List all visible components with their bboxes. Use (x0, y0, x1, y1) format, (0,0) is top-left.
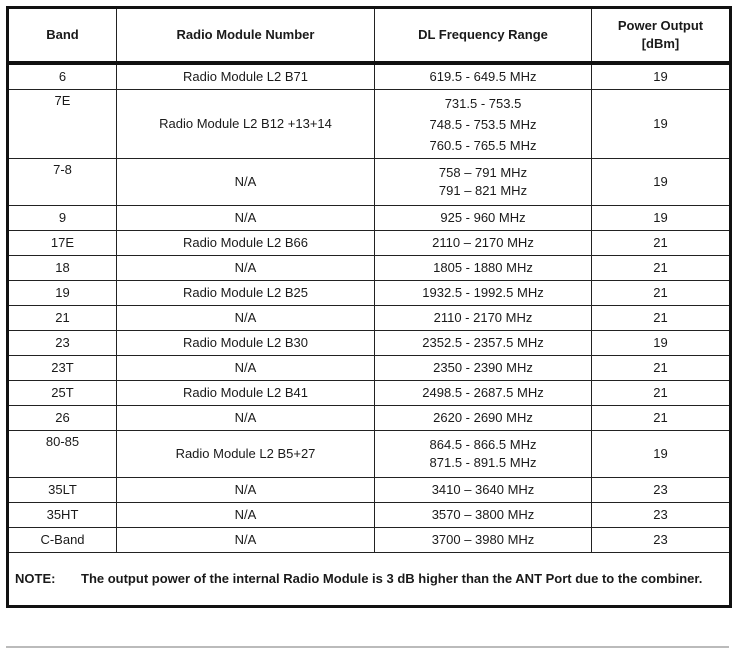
power-output-cell: 19 (592, 431, 731, 478)
dl-frequency-cell (375, 256, 592, 281)
band-cell: 80-85 (8, 431, 117, 478)
note-cell (8, 553, 731, 607)
radio-module-cell: N/A (117, 256, 375, 281)
frequency-range: 2352.5 - 2357.5 MHz (422, 335, 544, 350)
dl-frequency-cell (375, 159, 592, 206)
band-cell: 25T (8, 381, 117, 406)
radio-module-cell: N/A (117, 503, 375, 528)
frequency-range: 871.5 - 891.5 MHz (429, 455, 537, 470)
table-row (8, 528, 731, 553)
frequency-range: 1805 - 1880 MHz (433, 260, 533, 275)
dl-frequency-cell (375, 528, 592, 553)
table-row (8, 159, 731, 206)
band-cell: 17E (8, 231, 117, 256)
power-output-cell: 23 (592, 478, 731, 503)
power-output-cell: 21 (592, 231, 731, 256)
power-output-cell: 19 (592, 159, 731, 206)
dl-frequency-cell (375, 331, 592, 356)
dl-frequency-cell (375, 431, 592, 478)
note-row (8, 553, 731, 607)
power-output-cell: 21 (592, 406, 731, 431)
power-output-cell: 19 (592, 331, 731, 356)
header-power-line-2: [dBm] (641, 36, 680, 51)
dl-frequency-cell (375, 306, 592, 331)
radio-module-cell: Radio Module L2 B66 (117, 231, 375, 256)
band-table (6, 6, 732, 608)
radio-module-cell: N/A (117, 356, 375, 381)
radio-module-cell: N/A (117, 406, 375, 431)
frequency-range: 619.5 - 649.5 MHz (429, 69, 537, 84)
power-output-cell: 19 (592, 63, 731, 90)
band-cell: 7E (8, 90, 117, 159)
band-cell: 21 (8, 306, 117, 331)
frequency-range: 748.5 - 753.5 MHz (429, 116, 537, 132)
header-power-output (592, 8, 731, 64)
note-label: NOTE: (15, 571, 56, 586)
power-output-cell: 21 (592, 256, 731, 281)
band-cell: 35HT (8, 503, 117, 528)
frequency-range: 3410 – 3640 MHz (431, 482, 535, 497)
band-cell: 6 (8, 63, 117, 90)
dl-frequency-cell (375, 503, 592, 528)
frequency-range: 1932.5 - 1992.5 MHz (422, 285, 544, 300)
table-row (8, 206, 731, 231)
radio-module-cell: Radio Module L2 B5+27 (117, 431, 375, 478)
frequency-range: 2110 – 2170 MHz (432, 235, 534, 250)
dl-frequency-cell (375, 381, 592, 406)
power-output-cell: 21 (592, 306, 731, 331)
table-row (8, 381, 731, 406)
frequency-range: 2350 - 2390 MHz (433, 360, 533, 375)
table-row (8, 281, 731, 306)
table-row (8, 90, 731, 159)
power-output-cell: 23 (592, 503, 731, 528)
dl-frequency-cell (375, 281, 592, 306)
frequency-range: 2620 - 2690 MHz (433, 410, 533, 425)
band-cell: 19 (8, 281, 117, 306)
frequency-range: 864.5 - 866.5 MHz (429, 437, 537, 452)
frequency-range: 925 - 960 MHz (440, 210, 526, 225)
band-cell: 18 (8, 256, 117, 281)
table-shadow (6, 646, 729, 648)
table-row (8, 356, 731, 381)
radio-module-cell: Radio Module L2 B71 (117, 63, 375, 90)
power-output-cell: 21 (592, 381, 731, 406)
power-output-cell: 19 (592, 90, 731, 159)
table-row (8, 331, 731, 356)
header-radio-module: Radio Module Number (117, 8, 375, 64)
band-cell: 26 (8, 406, 117, 431)
frequency-range: 731.5 - 753.5 (444, 95, 522, 111)
band-cell: 23 (8, 331, 117, 356)
dl-frequency-cell (375, 231, 592, 256)
frequency-range: 2498.5 - 2687.5 MHz (422, 385, 544, 400)
header-band: Band (8, 8, 117, 64)
band-cell: 23T (8, 356, 117, 381)
band-cell: 7-8 (8, 159, 117, 206)
note-text: The output power of the internal Radio Module is 3 dB higher than the ANT Port due to the combiner. (81, 571, 703, 586)
band-table-container (6, 6, 729, 608)
frequency-range: 758 – 791 MHz (438, 165, 528, 180)
table-row (8, 231, 731, 256)
table-row (8, 503, 731, 528)
header-dl-frequency: DL Frequency Range (375, 8, 592, 64)
table-body (8, 63, 731, 553)
radio-module-cell: N/A (117, 478, 375, 503)
header-power-line-1: Power Output (617, 18, 704, 33)
table-header-row (8, 8, 731, 64)
table-row (8, 63, 731, 90)
radio-module-cell: N/A (117, 306, 375, 331)
frequency-range: 3570 – 3800 MHz (431, 507, 535, 522)
radio-module-cell: N/A (117, 528, 375, 553)
radio-module-cell: Radio Module L2 B41 (117, 381, 375, 406)
dl-frequency-cell (375, 63, 592, 90)
power-output-cell: 19 (592, 206, 731, 231)
table-row (8, 306, 731, 331)
radio-module-cell: Radio Module L2 B30 (117, 331, 375, 356)
power-output-cell: 23 (592, 528, 731, 553)
dl-frequency-cell (375, 406, 592, 431)
band-cell: 9 (8, 206, 117, 231)
radio-module-cell: Radio Module L2 B25 (117, 281, 375, 306)
power-output-cell: 21 (592, 356, 731, 381)
band-cell: C-Band (8, 528, 117, 553)
table-row (8, 478, 731, 503)
radio-module-cell: N/A (117, 159, 375, 206)
radio-module-cell: Radio Module L2 B12 +13+14 (117, 90, 375, 159)
frequency-range: 2110 - 2170 MHz (433, 310, 533, 325)
frequency-range: 3700 – 3980 MHz (431, 532, 535, 547)
dl-frequency-cell (375, 90, 592, 159)
table-row (8, 431, 731, 478)
frequency-range: 791 – 821 MHz (438, 183, 528, 198)
band-cell: 35LT (8, 478, 117, 503)
dl-frequency-cell (375, 206, 592, 231)
table-row (8, 406, 731, 431)
frequency-range: 760.5 - 765.5 MHz (429, 137, 537, 153)
dl-frequency-cell (375, 478, 592, 503)
dl-frequency-cell (375, 356, 592, 381)
table-row (8, 256, 731, 281)
power-output-cell: 21 (592, 281, 731, 306)
radio-module-cell: N/A (117, 206, 375, 231)
